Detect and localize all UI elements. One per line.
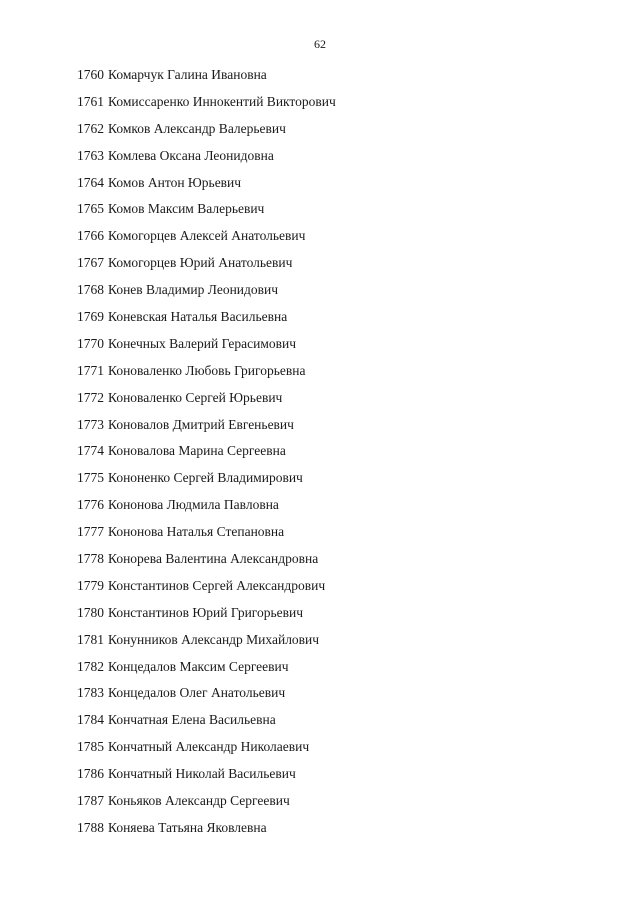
entry-name: Кончатная Елена Васильевна [108,712,276,728]
entry-name: Концедалов Олег Анатольевич [108,685,286,701]
entry-number: 1778 [77,551,104,567]
entry-name: Комлева Оксана Леонидовна [108,147,274,163]
entry-name: Конев Владимир Леонидович [108,282,279,298]
entry-number: 1783 [77,685,104,701]
entry-name: Комов Антон Юрьевич [108,174,242,190]
entry-name: Комарчук Галина Ивановна [108,67,267,82]
list-item [77,632,336,659]
entry-name: Константинов Юрий Григорьевич [108,604,304,620]
list-item [77,766,336,793]
entry-number: 1760 [77,67,104,82]
list-item [77,363,336,390]
list-item [77,336,336,363]
entry-number: 1769 [77,309,104,325]
list-item [77,659,336,686]
list-item [77,148,336,175]
entry-number: 1773 [77,416,104,432]
list-item [77,390,336,417]
entry-name: Константинов Сергей Александрович [108,577,326,593]
list-item [77,470,336,497]
list-item [77,551,336,578]
list-item [77,94,336,121]
entry-name: Коняева Татьяна Яковлевна [108,819,267,835]
entry-number: 1786 [77,766,104,782]
entry-name: Кононова Наталья Степановна [108,524,285,540]
entry-name: Концедалов Максим Сергеевич [108,658,289,674]
list-item [77,417,336,444]
entry-number: 1775 [77,470,104,486]
list-item [77,228,336,255]
list-item [77,793,336,820]
entry-number: 1777 [77,524,104,540]
entry-name: Коневская Наталья Васильевна [108,309,288,325]
entry-number: 1767 [77,255,104,271]
entry-number: 1765 [77,201,104,217]
entry-name: Кононова Людмила Павловна [108,497,279,513]
entry-number: 1782 [77,658,104,674]
list-item [77,201,336,228]
entry-name: Кончатный Александр Николаевич [108,739,310,755]
list-item [77,282,336,309]
entry-number: 1788 [77,819,104,835]
entry-number: 1780 [77,604,104,620]
entry-name: Конечных Валерий Герасимович [108,335,296,351]
entry-name: Комогорцев Алексей Анатольевич [108,228,306,244]
entry-number: 1779 [77,577,104,593]
entry-number: 1784 [77,712,104,728]
list-item [77,121,336,148]
list-item [77,443,336,470]
page-number: 62 [314,37,326,51]
list-item [77,67,336,94]
entry-name: Кононенко Сергей Владимирович [108,470,303,486]
entry-number: 1772 [77,389,104,405]
entry-number: 1770 [77,335,104,351]
entry-number: 1776 [77,497,104,513]
entry-name: Комиссаренко Иннокентий Викторович [108,93,336,109]
list-item [77,497,336,524]
entry-number: 1774 [77,443,104,459]
entry-number: 1763 [77,147,104,163]
list-item [77,524,336,551]
entry-number: 1766 [77,228,104,244]
entry-name: Коноваленко Сергей Юрьевич [108,389,283,405]
entry-number: 1771 [77,362,104,378]
entry-name: Коновалова Марина Сергеевна [108,443,286,459]
list-item [77,309,336,336]
list-item [77,605,336,632]
list-item [77,712,336,739]
list-item [77,739,336,766]
entry-name: Конорева Валентина Александровна [108,551,319,567]
entry-name: Комков Александр Валерьевич [108,120,286,136]
entry-name: Коновалов Дмитрий Евгеньевич [108,416,294,432]
entry-number: 1762 [77,120,104,136]
list-item [77,578,336,605]
entry-name: Коноваленко Любовь Григорьевна [108,362,306,378]
entry-number: 1785 [77,739,104,755]
entry-name: Комов Максим Валерьевич [108,201,265,217]
list-item [77,820,336,847]
entry-name: Коньяков Александр Сергеевич [108,793,290,809]
list-item [77,255,336,282]
list-item [77,175,336,202]
entry-number: 1761 [77,93,104,109]
name-list [77,67,336,847]
entry-name: Конунников Александр Михайлович [108,631,320,647]
entry-number: 1787 [77,793,104,809]
entry-name: Комогорцев Юрий Анатольевич [108,255,293,271]
entry-number: 1781 [77,631,104,647]
entry-name: Кончатный Николай Васильевич [108,766,296,782]
list-item [77,685,336,712]
entry-number: 1768 [77,282,104,298]
entry-number: 1764 [77,174,104,190]
